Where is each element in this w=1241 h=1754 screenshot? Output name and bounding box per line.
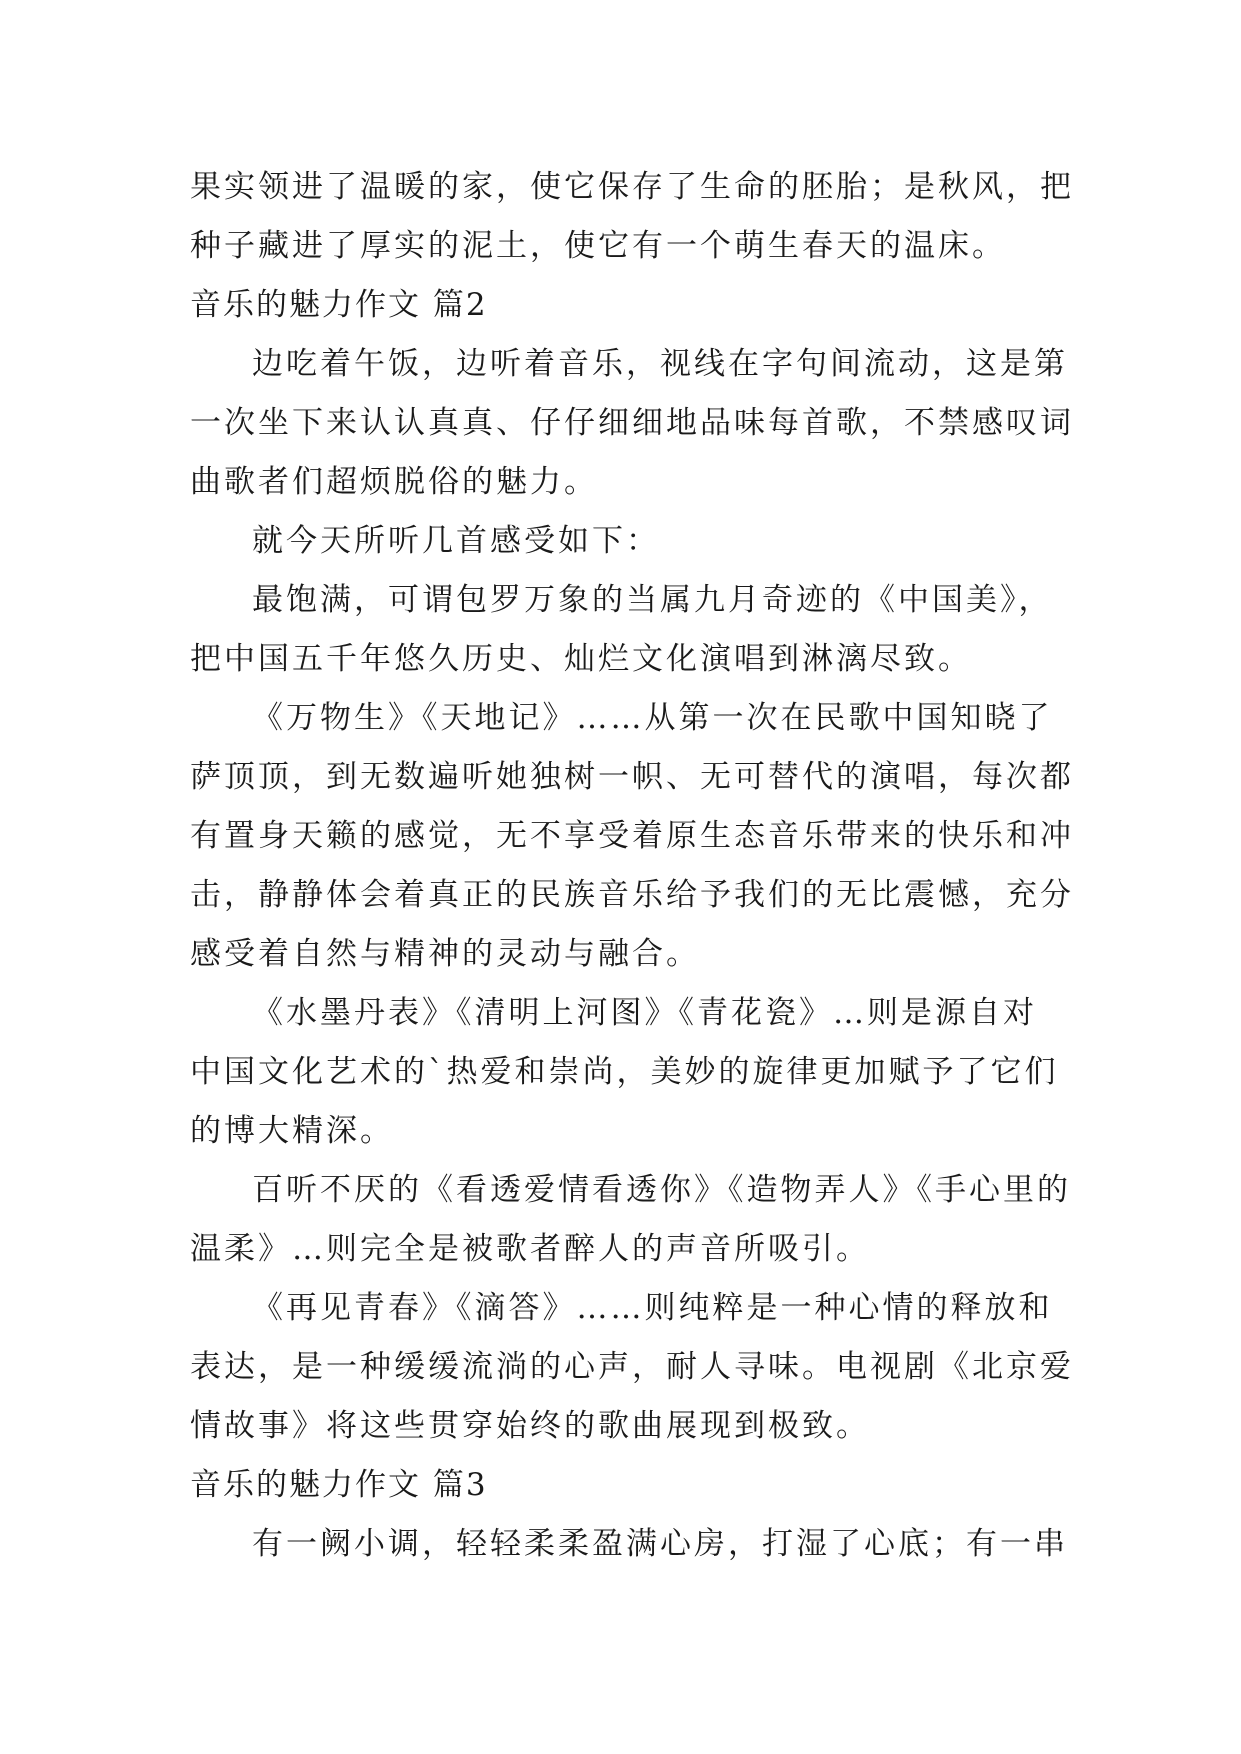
- body-text-line: 《水墨丹表》《清明上河图》《青花瓷》…则是源自对: [252, 995, 1037, 1031]
- body-text-line: 的博大精深。: [190, 1113, 394, 1149]
- body-text-line: 情故事》将这些贯穿始终的歌曲展现到极致。: [190, 1408, 870, 1444]
- body-text-line: 果实领进了温暖的家，使它保存了生命的胚胎；是秋风，把: [190, 169, 1074, 205]
- body-text-line: 表达，是一种缓缓流淌的心声，耐人寻味。电视剧《北京爱: [190, 1349, 1074, 1385]
- body-text-line: 把中国五千年悠久历史、灿烂文化演唱到淋漓尽致。: [190, 641, 972, 677]
- body-text-line: 《万物生》《天地记》……从第一次在民歌中国知晓了: [252, 700, 1053, 736]
- body-text-line: 萨顶顶，到无数遍听她独树一帜、无可替代的演唱，每次都: [190, 759, 1074, 795]
- body-text-line: 温柔》…则完全是被歌者醉人的声音所吸引。: [190, 1231, 870, 1267]
- body-text-line: 中国文化艺术的`热爱和崇尚，美妙的旋律更加赋予了它们: [190, 1054, 1059, 1090]
- section-heading: 音乐的魅力作文 篇3: [190, 1467, 488, 1503]
- body-text-line: 边吃着午饭，边听着音乐，视线在字句间流动，这是第: [252, 346, 1068, 382]
- body-text-line: 就今天所听几首感受如下：: [252, 523, 660, 559]
- body-text-line: 有置身天籁的感觉，无不享受着原生态音乐带来的快乐和冲: [190, 818, 1074, 854]
- body-text-line: 一次坐下来认认真真、仔仔细细地品味每首歌，不禁感叹词: [190, 405, 1074, 441]
- body-text-line: 种子藏进了厚实的泥土，使它有一个萌生春天的温床。: [190, 228, 1006, 264]
- body-text-line: 有一阙小调，轻轻柔柔盈满心房，打湿了心底；有一串: [252, 1526, 1068, 1562]
- body-text-line: 《再见青春》《滴答》……则纯粹是一种心情的释放和: [252, 1290, 1053, 1326]
- body-text-line: 百听不厌的《看透爱情看透你》《造物弄人》《手心里的: [252, 1172, 1071, 1208]
- body-text-line: 击，静静体会着真正的民族音乐给予我们的无比震憾，充分: [190, 877, 1074, 913]
- section-heading: 音乐的魅力作文 篇2: [190, 287, 488, 323]
- body-text-line: 感受着自然与精神的灵动与融合。: [190, 936, 700, 972]
- body-text-line: 曲歌者们超烦脱俗的魅力。: [190, 464, 598, 500]
- body-text-line: 最饱满，可谓包罗万象的当属九月奇迹的《中国美》，: [252, 582, 1053, 618]
